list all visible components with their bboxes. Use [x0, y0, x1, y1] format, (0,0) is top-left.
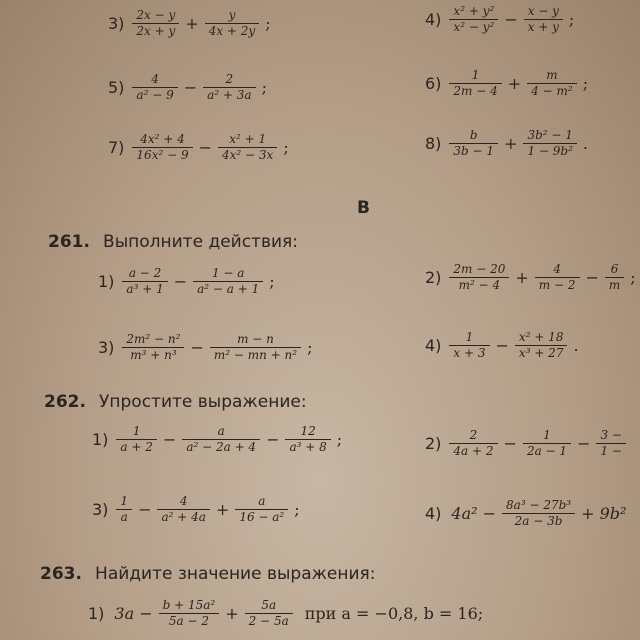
exercise-262-4: 4) 4a² − $\frac{\text{8a³ − 27b³}}{2a - 3b}$ + 9b²	[425, 498, 627, 528]
exercise-top-5: 5) $\frac{4}{\text{a² − 9}}$ − $\frac{2}{\text{a² + 3a}}$ ;	[108, 72, 267, 102]
exercise-top-8: 8) $\frac{b}{3b - 1}$ + $\frac{\text{3b² − 1}}{\text{1 − 9b²}}$ .	[425, 128, 589, 158]
fraction: $\frac{y}{4x + 2y}$	[205, 8, 260, 39]
problem-262-heading: 262. Упростите выражение:	[44, 392, 307, 412]
problem-263-heading: 263. Найдите значение выражения:	[40, 564, 376, 584]
exercise-top-4: 4) $\frac{\text{x² + y²}}{\text{x² − y²}}$ − $\frac{x - y}{x + y}$ ;	[425, 4, 575, 34]
exercise-261-1: 1) $\frac{a - 2}{\text{a³ + 1}}$ − $\frac{1 - a}{\text{a² − a + 1}}$ ;	[98, 266, 275, 296]
section-letter: В	[357, 198, 370, 218]
exercise-262-1: 1) $\frac{1}{a + 2}$ − $\frac{a}{\text{a² − 2a + 4}}$ − $\frac{12}{\text{a³ + 8}}$ ;	[92, 424, 343, 454]
problem-261-heading: 261. Выполните действия:	[48, 232, 298, 252]
exercise-top-7: 7) $\frac{\text{4x² + 4}}{\text{16x² − 9}}$ − $\frac{\text{x² + 1}}{\text{4x² − 3x}}$ ;	[108, 132, 289, 162]
exercise-263-1: 1) 3a − $\frac{\text{b + 15a²}}{5a - 2}$ + $\frac{5a}{2 - 5a}$ при a = −0,8, b = 16;	[88, 598, 484, 628]
exercise-262-2: 2) $\frac{2}{4a + 2}$ − $\frac{1}{2a - 1}$ − $\frac{3 -}{1 -}$	[425, 428, 628, 459]
exercise-261-2: 2) $\frac{2m - 20}{\text{m² − 4}}$ + $\frac{4}{m - 2}$ − $\frac{6}{m}$ ;	[425, 262, 636, 292]
exercise-top-6: 6) $\frac{1}{2m - 4}$ + $\frac{m}{\text{4 − m²}}$ ;	[425, 68, 589, 98]
exercise-262-3: 3) $\frac{1}{a}$ − $\frac{4}{\text{a² + 4a}}$ + $\frac{a}{\text{16 − a²}}$ ;	[92, 494, 300, 524]
exercise-261-3: 3) $\frac{\text{2m² − n²}}{\text{m³ + n³}}$ − $\frac{m - n}{\text{m² − mn + n²}}$ ;	[98, 332, 313, 362]
exercise-top-3: 3) $\frac{2x - y}{2x + y}$ + $\frac{y}{4x + 2y}$ ;	[108, 8, 271, 38]
fraction: $\frac{2x - y}{2x + y}$	[132, 8, 179, 39]
exercise-261-4: 4) $\frac{1}{x + 3}$ − $\frac{\text{x² + 18}}{\text{x³ + 27}}$ .	[425, 330, 579, 360]
